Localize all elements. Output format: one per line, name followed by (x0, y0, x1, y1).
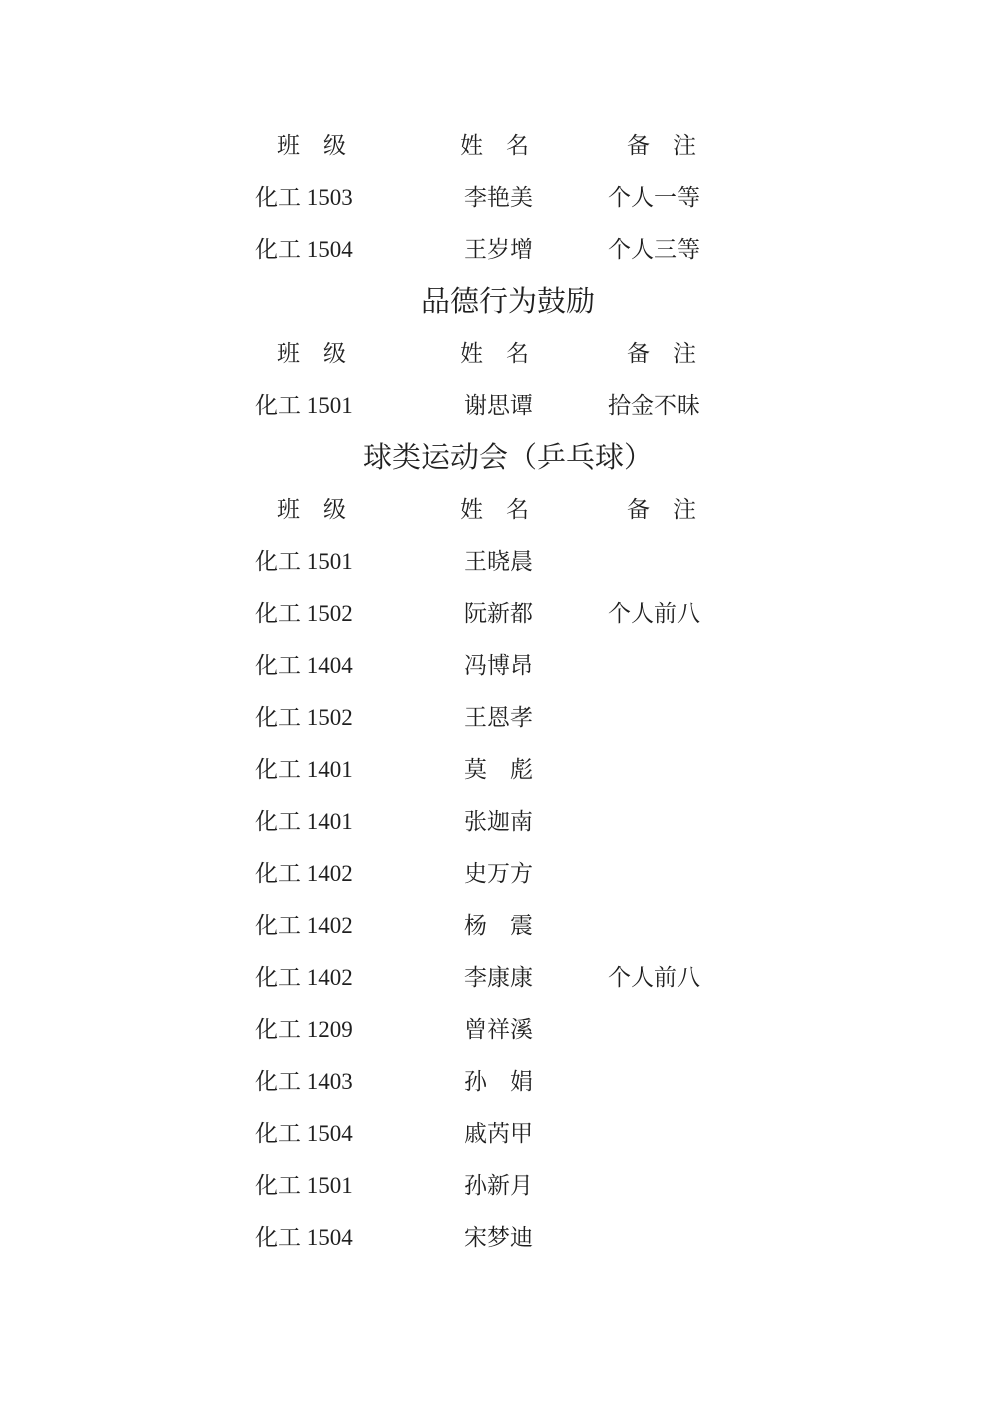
remark-cell: 个人前八 (608, 601, 700, 626)
class-cell: 化工 1404 (255, 653, 353, 678)
table-row (0, 380, 992, 432)
table-row (0, 172, 992, 224)
header-row (0, 328, 992, 380)
class-cell: 化工 1209 (255, 1017, 353, 1042)
header-remark: 备 注 (627, 497, 696, 522)
name-cell: 杨 震 (464, 913, 533, 938)
name-cell: 史万方 (464, 861, 533, 886)
name-cell: 孙新月 (464, 1173, 533, 1198)
table-row (0, 1056, 992, 1108)
name-cell: 张迦南 (464, 809, 533, 834)
table-row (0, 900, 992, 952)
class-cell: 化工 1503 (255, 185, 353, 210)
header-class: 班 级 (277, 133, 346, 158)
table-row (0, 536, 992, 588)
class-cell: 化工 1502 (255, 601, 353, 626)
class-cell: 化工 1401 (255, 809, 353, 834)
name-cell: 莫 彪 (464, 757, 533, 782)
header-remark: 备 注 (627, 133, 696, 158)
document-content (0, 120, 992, 1264)
name-cell: 冯博昂 (464, 653, 533, 678)
name-cell: 阮新都 (464, 601, 533, 626)
table-row (0, 952, 992, 1004)
header-row (0, 484, 992, 536)
name-cell: 王晓晨 (464, 549, 533, 574)
table-row (0, 1004, 992, 1056)
name-cell: 戚芮甲 (464, 1121, 533, 1146)
class-cell: 化工 1402 (255, 861, 353, 886)
table-row (0, 224, 992, 276)
name-cell: 孙 娟 (464, 1069, 533, 1094)
name-cell: 曾祥溪 (464, 1017, 533, 1042)
table-row (0, 1108, 992, 1160)
name-cell: 王恩孝 (464, 705, 533, 730)
remark-cell: 个人前八 (608, 965, 700, 990)
header-name: 姓 名 (460, 133, 529, 158)
name-cell: 李艳美 (464, 185, 533, 210)
table-row (0, 744, 992, 796)
header-name: 姓 名 (460, 497, 529, 522)
table-row (0, 796, 992, 848)
class-cell: 化工 1501 (255, 549, 353, 574)
header-name: 姓 名 (460, 341, 529, 366)
name-cell: 王岁增 (464, 237, 533, 262)
class-cell: 化工 1401 (255, 757, 353, 782)
class-cell: 化工 1504 (255, 237, 353, 262)
class-cell: 化工 1504 (255, 1121, 353, 1146)
class-cell: 化工 1501 (255, 393, 353, 418)
class-cell: 化工 1403 (255, 1069, 353, 1094)
table-row (0, 640, 992, 692)
remark-cell: 个人一等 (608, 185, 700, 210)
header-class: 班 级 (277, 341, 346, 366)
class-cell: 化工 1504 (255, 1225, 353, 1250)
name-cell: 谢思谭 (464, 393, 533, 418)
table-row (0, 588, 992, 640)
class-cell: 化工 1502 (255, 705, 353, 730)
class-cell: 化工 1501 (255, 1173, 353, 1198)
header-remark: 备 注 (627, 341, 696, 366)
table-row (0, 1160, 992, 1212)
class-cell: 化工 1402 (255, 913, 353, 938)
table-row (0, 692, 992, 744)
class-cell: 化工 1402 (255, 965, 353, 990)
name-cell: 李康康 (464, 965, 533, 990)
table-row (0, 1212, 992, 1264)
header-row (0, 120, 992, 172)
section-title: 球类运动会（乒乓球） (362, 442, 653, 474)
remark-cell: 个人三等 (608, 237, 700, 262)
table-row (0, 848, 992, 900)
remark-cell: 拾金不昧 (608, 393, 700, 418)
section-title: 品德行为鼓励 (420, 286, 595, 318)
header-class: 班 级 (277, 497, 346, 522)
name-cell: 宋梦迪 (464, 1225, 533, 1250)
